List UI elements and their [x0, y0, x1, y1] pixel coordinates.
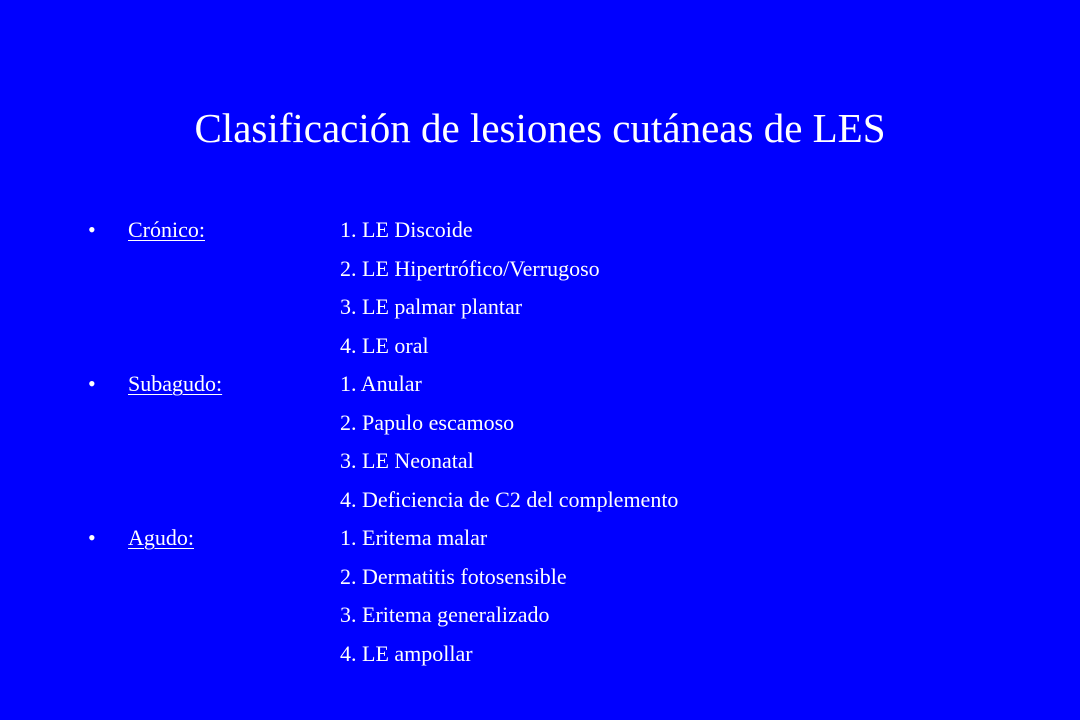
- list-item: 3. LE palmar plantar: [340, 294, 523, 319]
- item-row: [0, 327, 1080, 366]
- bullet-point: •: [88, 371, 96, 396]
- list-item: 1. Eritema malar: [340, 525, 488, 550]
- category-label-subagudo: Subagudo:: [128, 371, 223, 396]
- item-row: [0, 558, 1080, 597]
- item-row: [0, 635, 1080, 674]
- category-row-cronico: [0, 211, 1080, 250]
- item-row: [0, 442, 1080, 481]
- list-item: 1. Anular: [340, 371, 422, 396]
- item-row: [0, 250, 1080, 289]
- list-item: 3. Eritema generalizado: [340, 602, 550, 627]
- item-row: [0, 288, 1080, 327]
- list-item: 4. Deficiencia de C2 del complemento: [340, 486, 679, 512]
- list-item: 1. LE Discoide: [340, 217, 473, 242]
- category-label-agudo: Agudo:: [128, 525, 194, 550]
- category-label-cronico: Crónico:: [128, 217, 205, 242]
- category-list: [0, 211, 1080, 673]
- item-row: [0, 404, 1080, 443]
- list-item: 2. LE Hipertrófico/Verrugoso: [340, 255, 600, 281]
- item-row: [0, 481, 1080, 520]
- category-row-subagudo: [0, 365, 1080, 404]
- list-item: 4. LE oral: [340, 332, 429, 358]
- list-item: 4. LE ampollar: [340, 640, 473, 666]
- slide-title: Clasificación de lesiones cutáneas de LES: [194, 105, 886, 151]
- category-row-agudo: [0, 519, 1080, 558]
- list-item: 2. Dermatitis fotosensible: [340, 563, 567, 589]
- item-row: [0, 596, 1080, 635]
- list-item: 3. LE Neonatal: [340, 448, 474, 473]
- bullet-point: •: [88, 525, 96, 550]
- list-item: 2. Papulo escamoso: [340, 409, 515, 435]
- bullet-point: •: [88, 217, 96, 242]
